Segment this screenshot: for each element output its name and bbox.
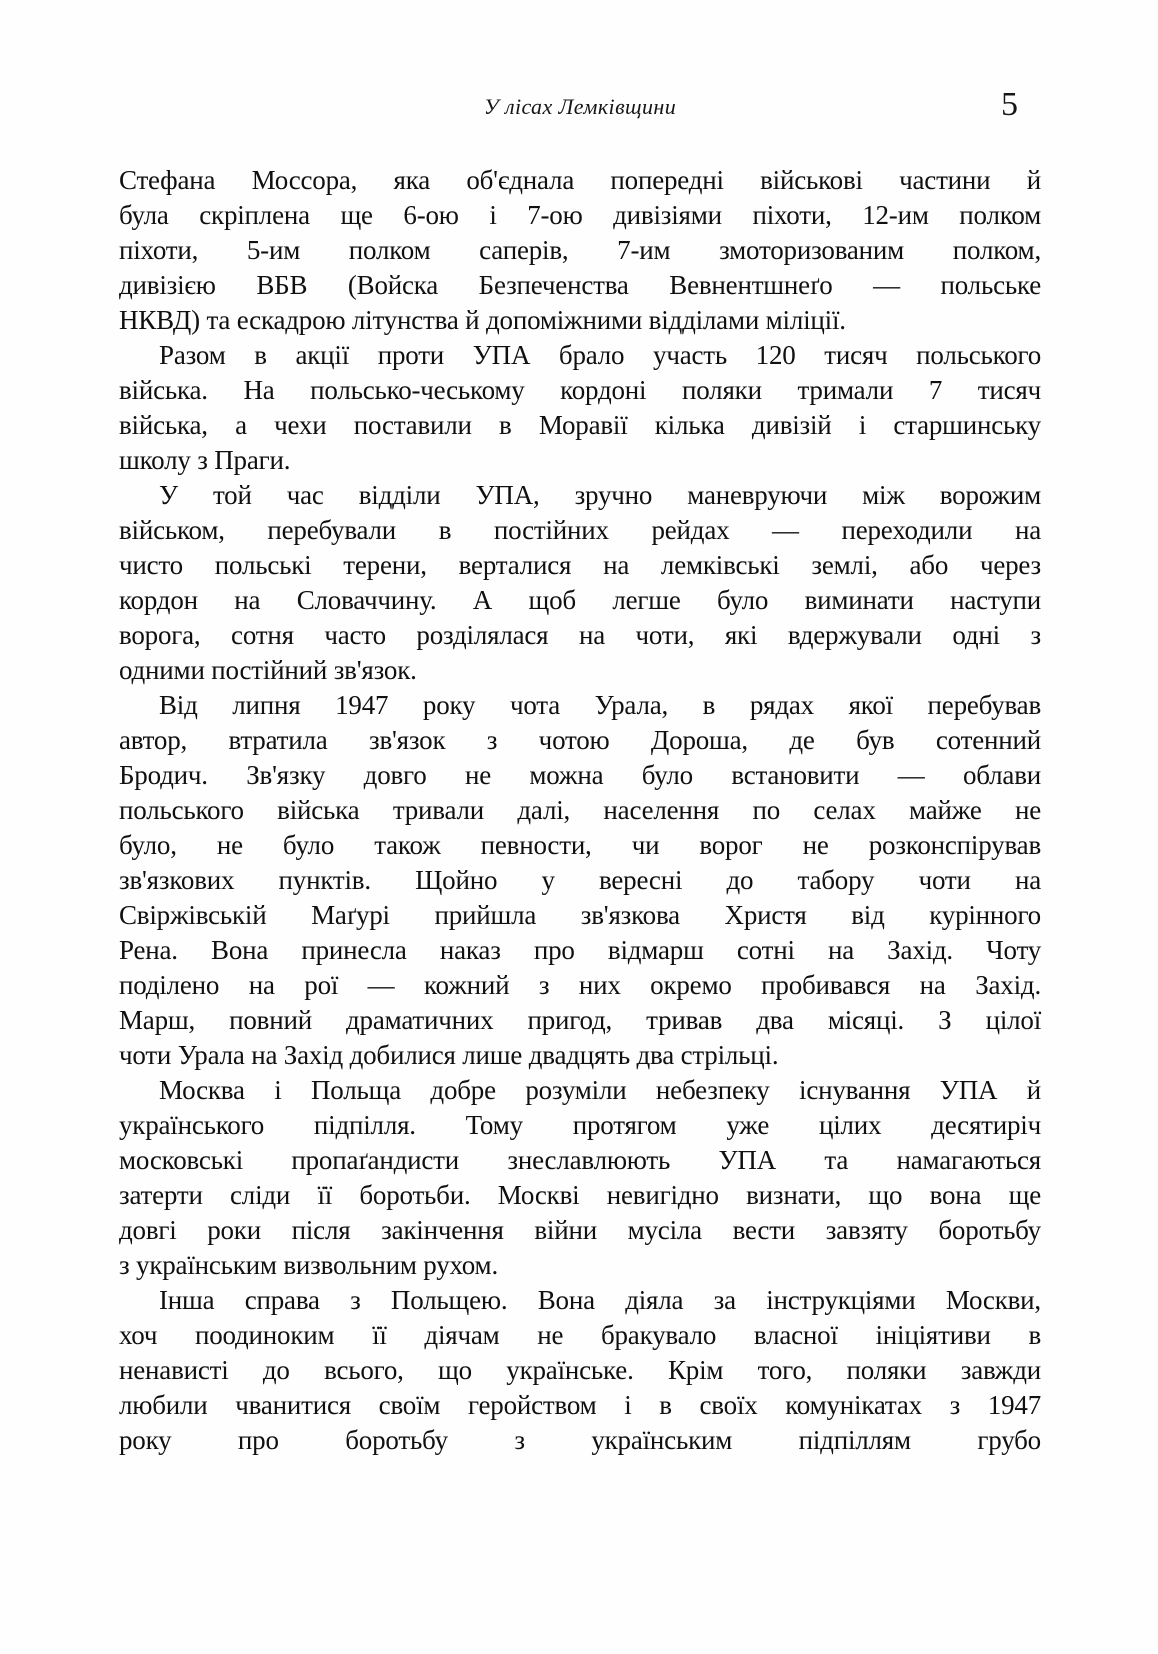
paragraph (119, 163, 1041, 338)
text-line: одними постійний зв'язок. (119, 655, 417, 685)
text-line: Москва і Польща добре розуміли небезпеку існування УПА й (159, 1075, 1041, 1105)
text-line: війська, а чехи поставили в Моравії кілька дивізій і старшинську (119, 410, 1041, 440)
text-line: польського війська тривали далі, населення по селах майже не (119, 795, 1041, 825)
text-line: поділено на рої — кожний з них окремо пробивався на Захід. (119, 970, 1041, 1000)
text-line: Разом в акції проти УПА брало участь 120 тисяч польського (159, 340, 1041, 370)
text-line: Рена. Вона принесла наказ про відмарш сотні на Захід. Чоту (119, 935, 1041, 965)
text-line: була скріплена ще 6-ою і 7-ою дивізіями піхоти, 12-им полком (119, 200, 1041, 230)
running-header-title: У лісах Лемківщини (483, 94, 677, 119)
text-line: хоч поодиноким її діячам не бракувало власної ініціятиви в (119, 1320, 1041, 1350)
text-line: зв'язкових пунктів. Щойно у вересні до табору чоти на (119, 865, 1041, 895)
text-line: року про боротьбу з українським підпіллям грубо (119, 1425, 1041, 1455)
text-line: У той час відділи УПА, зручно маневруючи між ворожим (159, 480, 1041, 510)
paragraph (119, 1283, 1041, 1458)
page-number: 5 (1001, 86, 1018, 123)
text-line: було, не було також певности, чи ворог не розконспірував (119, 830, 1041, 860)
text-line: чоти Урала на Захід добилися лише двадцять два стрільці. (119, 1040, 779, 1070)
text-line: Свіржівській Маґурі прийшла зв'язкова Христя від курінного (119, 900, 1041, 930)
text-line: війська. На польсько-чеському кордоні поляки тримали 7 тисяч (119, 375, 1041, 405)
text-line: ворога, сотня часто розділялася на чоти, які вдержували одні з (119, 620, 1041, 650)
text-line: чисто польські терени, верталися на лемківські землі, або через (119, 550, 1041, 580)
text-line: піхоти, 5-им полком саперів, 7-им змоторизованим полком, (119, 235, 1041, 265)
paragraph (119, 688, 1041, 1073)
paragraph (119, 338, 1041, 478)
text-line: затерти сліди її боротьби. Москві невигідно визнати, що вона ще (119, 1180, 1041, 1210)
text-line: НКВД) та ескадрою літунства й допоміжними відділами міліції. (119, 305, 846, 335)
text-line: українського підпілля. Тому протягом уже цілих десятиріч (119, 1110, 1041, 1140)
text-line: з українським визвольним рухом. (119, 1250, 498, 1280)
text-line: любили чванитися своїм геройством і в своїх комунікатах з 1947 (119, 1390, 1041, 1420)
text-line: Марш, повний драматичних пригод, тривав два місяці. З цілої (119, 1005, 1041, 1035)
text-line: дивізією ВБВ (Войска Безпеченства Вевнентшнеґо — польське (119, 270, 1041, 300)
text-line: довгі роки після закінчення війни мусіла вести завзяту боротьбу (119, 1215, 1041, 1245)
text-line: московські пропаґандисти знеславлюють УПА та намагаються (119, 1145, 1041, 1175)
paragraph (119, 1073, 1041, 1283)
text-line: Стефана Моссора, яка об'єднала попередні військові частини й (119, 165, 1041, 195)
text-line: Інша справа з Польщею. Вона діяла за інструкціями Москви, (159, 1285, 1041, 1315)
text-line: військом, перебували в постійних рейдах — переходили на (119, 515, 1041, 545)
text-line: ненависті до всього, що українське. Крім того, поляки завжди (119, 1355, 1041, 1385)
text-line: Бродич. Зв'язку довго не можна було встановити — облави (119, 760, 1041, 790)
text-line: кордон на Словаччину. А щоб легше було виминати наступи (119, 585, 1041, 615)
paragraph (119, 478, 1041, 688)
running-header (0, 0, 1158, 140)
page-body (119, 163, 1041, 1458)
text-line: автор, втратила зв'язок з чотою Дороша, де був сотенний (119, 725, 1041, 755)
text-line: Від липня 1947 року чота Урала, в рядах якої перебував (159, 690, 1041, 720)
text-line: школу з Праги. (119, 445, 291, 475)
